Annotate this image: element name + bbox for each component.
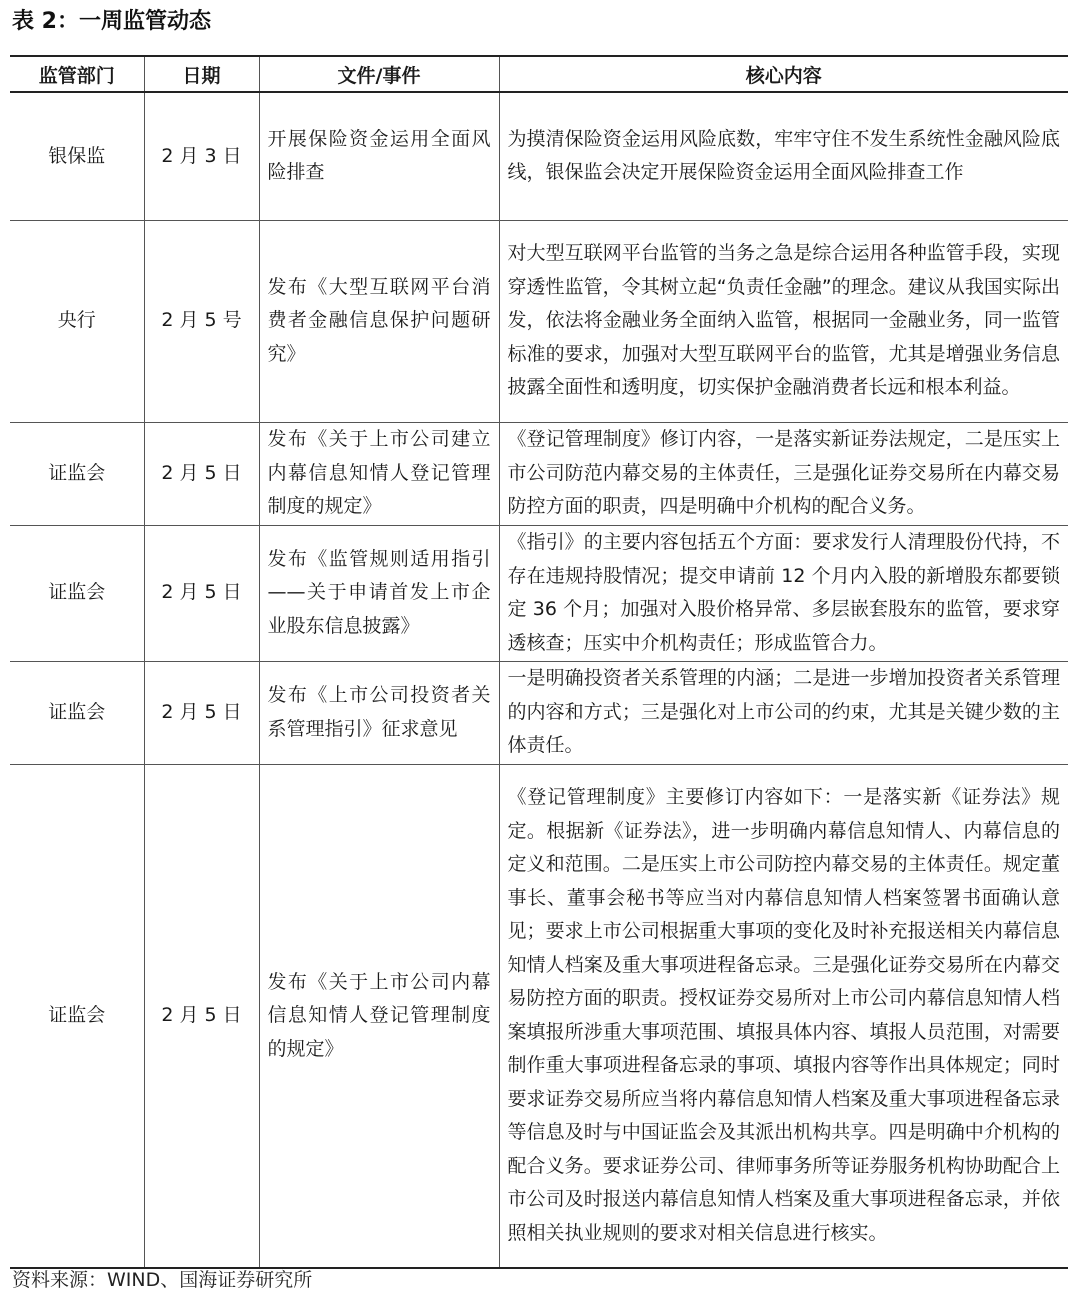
cell-doc: 发布《关于上市公司内幕信息知情人登记管理制度的规定》 xyxy=(259,764,499,1268)
cell-dept: 证监会 xyxy=(10,764,144,1268)
table-header-row xyxy=(10,56,1068,92)
cell-dept: 央行 xyxy=(10,220,144,422)
cell-doc: 开展保险资金运用全面风险排查 xyxy=(259,92,499,220)
cell-content: 为摸清保险资金运用风险底数，牢牢守住不发生系统性金融风险底线，银保监会决定开展保险资金运用全面风险排查工作 xyxy=(499,92,1068,220)
table-row xyxy=(10,220,1068,422)
cell-date: 2 月 5 日 xyxy=(144,764,259,1268)
table-row xyxy=(10,422,1068,525)
cell-doc: 发布《大型互联网平台消费者金融信息保护问题研究》 xyxy=(259,220,499,422)
cell-doc: 发布《关于上市公司建立内幕信息知情人登记管理制度的规定》 xyxy=(259,422,499,525)
regulatory-updates-table xyxy=(10,55,1068,1269)
header-date: 日期 xyxy=(144,56,259,92)
table-row xyxy=(10,764,1068,1268)
table-row xyxy=(10,92,1068,220)
header-doc: 文件/事件 xyxy=(259,56,499,92)
cell-content: 对大型互联网平台监管的当务之急是综合运用各种监管手段，实现穿透性监管，令其树立起“负责任金融”的理念。建议从我国实际出发，依法将金融业务全面纳入监管，根据同一金融业务，同一监管标准的要求，加强对大型互联网平台的监管，尤其是增强业务信息披露全面性和透明度，切实保护金融消费者长远和根本利益。 xyxy=(499,220,1068,422)
cell-doc: 发布《上市公司投资者关系管理指引》征求意见 xyxy=(259,661,499,764)
cell-content: 《指引》的主要内容包括五个方面：要求发行人清理股份代持，不存在违规持股情况；提交申请前 12 个月内入股的新增股东都要锁定 36 个月；加强对入股价格异常、多层嵌套股东的监管，要求穿透核查；压实中介机构责任；形成监管合力。 xyxy=(499,525,1068,661)
cell-date: 2 月 3 日 xyxy=(144,92,259,220)
cell-content: 一是明确投资者关系管理的内涵；二是进一步增加投资者关系管理的内容和方式；三是强化对上市公司的约束，尤其是关键少数的主体责任。 xyxy=(499,661,1068,764)
cell-date: 2 月 5 日 xyxy=(144,422,259,525)
cell-dept: 证监会 xyxy=(10,525,144,661)
table-row xyxy=(10,661,1068,764)
cell-date: 2 月 5 日 xyxy=(144,525,259,661)
cell-dept: 证监会 xyxy=(10,661,144,764)
cell-content: 《登记管理制度》主要修订内容如下：一是落实新《证券法》规定。根据新《证券法》，进一步明确内幕信息知情人、内幕信息的定义和范围。二是压实上市公司防控内幕交易的主体责任。规定董事长、董事会秘书等应当对内幕信息知情人档案签署书面确认意见；要求上市公司根据重大事项的变化及时补充报送相关内幕信息知情人档案及重大事项进程备忘录。三是强化证券交易所在内幕交易防控方面的职责。授权证券交易所对上市公司内幕信息知情人档案填报所涉重大事项范围、填报具体内容、填报人员范围，对需要制作重大事项进程备忘录的事项、填报内容等作出具体规定；同时要求证券交易所应当将内幕信息知情人档案及重大事项进程备忘录等信息及时与中国证监会及其派出机构共享。四是明确中介机构的配合义务。要求证券公司、律师事务所等证券服务机构协助配合上市公司及时报送内幕信息知情人档案及重大事项进程备忘录，并依照相关执业规则的要求对相关信息进行核实。 xyxy=(499,764,1068,1268)
cell-date: 2 月 5 号 xyxy=(144,220,259,422)
table-caption: 表 2：一周监管动态 xyxy=(12,9,211,34)
cell-doc: 发布《监管规则适用指引——关于申请首发上市企业股东信息披露》 xyxy=(259,525,499,661)
source-note: 资料来源：WIND、国海证券研究所 xyxy=(12,1269,313,1291)
header-content: 核心内容 xyxy=(499,56,1068,92)
cell-dept: 证监会 xyxy=(10,422,144,525)
table-row xyxy=(10,525,1068,661)
header-dept: 监管部门 xyxy=(10,56,144,92)
cell-date: 2 月 5 日 xyxy=(144,661,259,764)
cell-dept: 银保监 xyxy=(10,92,144,220)
cell-content: 《登记管理制度》修订内容，一是落实新证券法规定，二是压实上市公司防范内幕交易的主体责任，三是强化证券交易所在内幕交易防控方面的职责，四是明确中介机构的配合义务。 xyxy=(499,422,1068,525)
